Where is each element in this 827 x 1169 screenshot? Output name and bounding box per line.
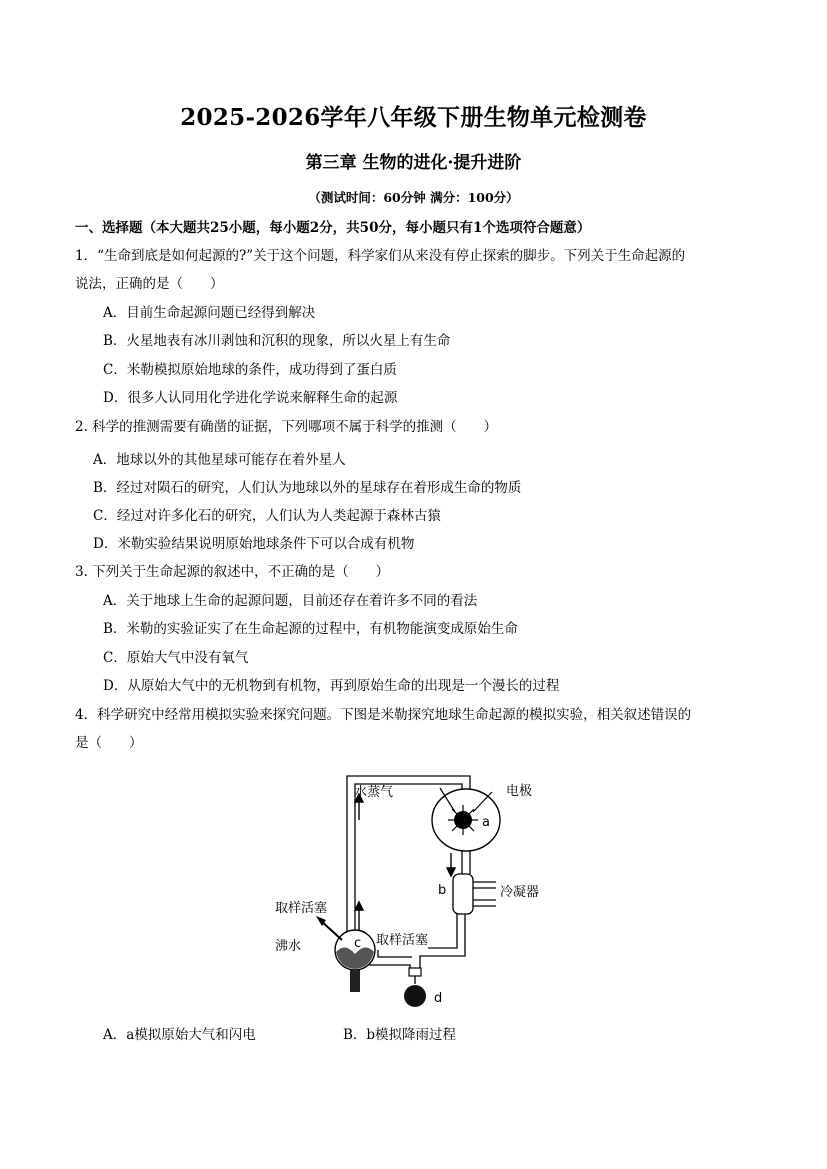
section-heading: 一、选择题（本大题共25小题，每小题2分，共50分，每小题只有1个选项符合题意）	[75, 220, 591, 236]
question-3-option-c: C．原始大气中没有氧气	[103, 650, 249, 666]
condenser-icon	[453, 874, 496, 914]
boiling-flask-icon	[316, 916, 375, 992]
question-4-option-a: A．a模拟原始大气和闪电	[103, 1027, 256, 1043]
label-b: b	[438, 883, 447, 898]
collection-flask-icon	[404, 985, 426, 1007]
question-3-option-a: A．关于地球上生命的起源问题，目前还存在着许多不同的看法	[103, 593, 478, 609]
test-meta: （测试时间：60分钟 满分：100分）	[308, 190, 519, 205]
label-sampling-valve-left: 取样活塞	[275, 901, 328, 916]
question-3-line-1: 3. 下列关于生命起源的叙述中，不正确的是（ ）	[75, 564, 390, 580]
question-2-option-a: A．地球以外的其他星球可能存在着外星人	[93, 452, 346, 468]
question-2-option-d: D．米勒实验结果说明原始地球条件下可以合成有机物	[93, 536, 415, 552]
label-condenser: 冷凝器	[500, 885, 540, 900]
label-water-vapor: 水蒸气	[354, 785, 394, 800]
question-4-line-2: 是（ ）	[75, 735, 143, 751]
question-1-option-b: B．火星地表有冰川剥蚀和沉积的现象，所以火星上有生命	[103, 333, 451, 349]
question-1-option-c: C．米勒模拟原始地球的条件，成功得到了蛋白质	[103, 362, 397, 378]
question-3-option-d: D．从原始大气中的无机物到有机物，再到原始生命的出现是一个漫长的过程	[103, 678, 560, 694]
question-2-option-b: B．经过对陨石的研究，人们认为地球以外的星球存在着形成生命的物质	[93, 480, 522, 496]
page-title: 2025-2026学年八年级下册生物单元检测卷	[180, 104, 647, 131]
label-electrode: 电极	[506, 784, 533, 799]
question-3-option-b: B．米勒的实验证实了在生命起源的过程中，有机物能演变成原始生命	[103, 621, 518, 637]
label-d: d	[434, 991, 443, 1006]
question-1-option-d: D．很多人认同用化学进化学说来解释生命的起源	[103, 390, 398, 406]
question-2-line-1: 2. 科学的推测需要有确凿的证据，下列哪项不属于科学的推测（ ）	[75, 419, 498, 435]
label-boiling-water: 沸水	[275, 939, 302, 954]
sampling-valve-icon	[409, 968, 421, 984]
question-4-option-b: B．b模拟降雨过程	[343, 1027, 457, 1043]
question-4-line-1: 4．科学研究中经常用模拟实验来探究问题。下图是米勒探究地球生命起源的模拟实验，相关叙述错误的	[75, 707, 692, 723]
question-2-option-c: C．经过对许多化石的研究，人们认为人类起源于森林古猿	[93, 508, 441, 524]
chapter-subtitle: 第三章 生物的进化·提升进阶	[305, 153, 522, 173]
question-1-line-1: 1．“生命到底是如何起源的?”关于这个问题，科学家们从来没有停止探索的脚步。下列关于生命起源的	[75, 248, 686, 264]
label-c: c	[354, 936, 362, 951]
label-sampling-valve-right: 取样活塞	[376, 933, 429, 948]
question-1-line-2: 说法，正确的是（ ）	[75, 276, 224, 292]
miller-experiment-diagram	[270, 770, 570, 1010]
question-1-option-a: A．目前生命起源问题已经得到解决	[103, 305, 316, 321]
label-a: a	[482, 815, 490, 830]
